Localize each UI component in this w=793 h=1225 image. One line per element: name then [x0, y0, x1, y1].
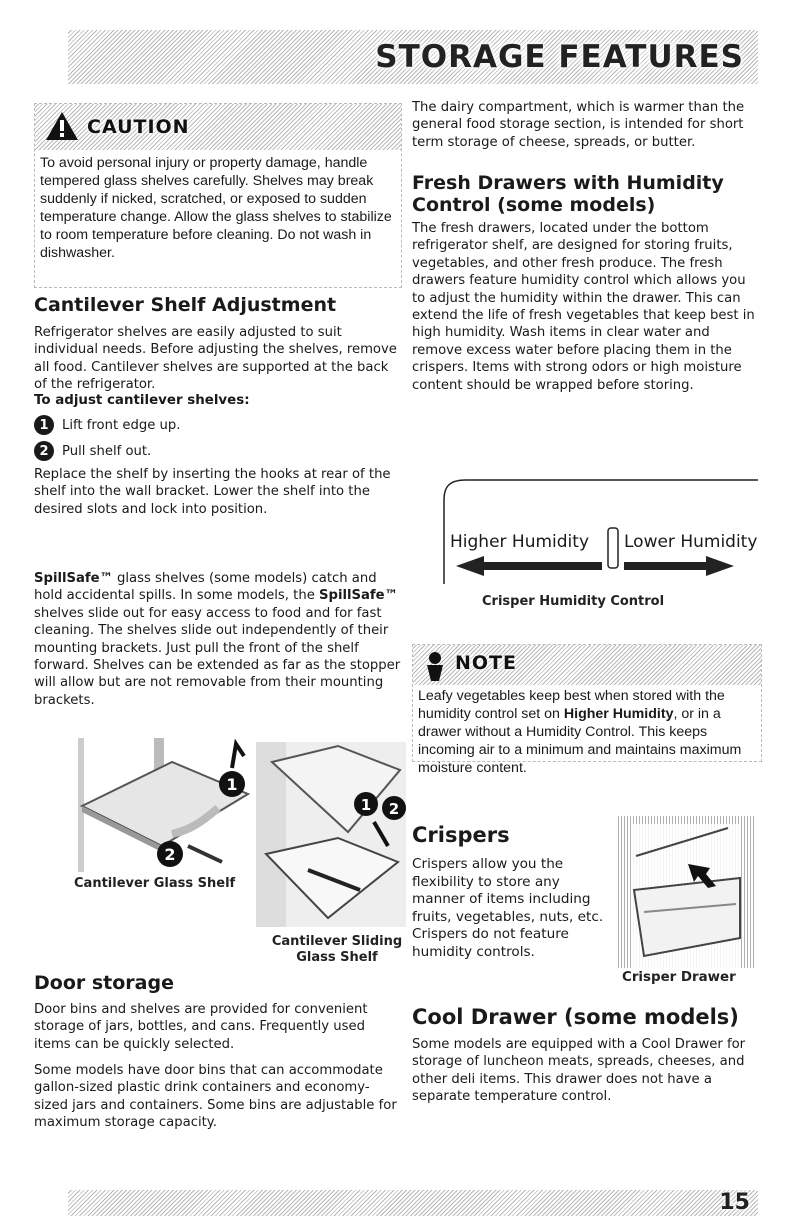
door-storage-p1: Door bins and shelves are provided for convenient storage of jars, bottles, and cans. Frequently used items can be quickly selected.	[34, 1002, 368, 1052]
step-1-badge: 1	[34, 415, 54, 435]
cantilever-sliding-shelf-illustration	[256, 742, 406, 927]
header-banner	[68, 30, 758, 84]
note-text	[418, 687, 758, 777]
step-2-text: Pull shelf out.	[62, 443, 152, 459]
spillsafe-text-1: glass shelves (some models) catch and hold accidental spills. In some models, the	[34, 571, 377, 604]
step-2-badge: 2	[34, 441, 54, 461]
cantilever-replace: Replace the shelf by inserting the hooks at rear of the shelf into the wall bracket. Lower the shelf into the desired slots and lock into position.	[34, 467, 391, 517]
spillsafe-term: SpillSafe™	[34, 571, 113, 586]
step-2	[34, 440, 400, 462]
caption-cantilever-glass-shelf: Cantilever Glass Shelf	[74, 876, 236, 891]
fresh-drawers-heading: Fresh Drawers with Humidity Control (some models)	[412, 172, 724, 216]
spillsafe-text-2: shelves slide out for easy access to food and for fast cleaning. The shelves slide out independently of their mounting brackets. Just pull the front of the shelf forward. Shelves can be extended as far as the stopper will allow but are not removable from their mounting brackets.	[34, 605, 401, 708]
note-icon	[423, 651, 447, 681]
caution-box	[34, 103, 402, 288]
step-1-text: Lift front edge up.	[62, 417, 181, 433]
caution-text: To avoid personal injury or property damage, handle tempered glass shelves carefully. Shelves may break suddenly if nicked, scratched, or exposed to sudden temperature change. Allow the glass shelves to stabilize to room temperature before cleaning. Do not wash in dishwasher.	[40, 155, 392, 261]
svg-text:2: 2	[164, 845, 176, 864]
caption-cantilever-sliding-shelf: Cantilever Sliding Glass Shelf	[271, 934, 403, 965]
page-title: STORAGE FEATURES	[375, 39, 744, 75]
cantilever-steps	[34, 414, 400, 462]
higher-humidity-label: Higher Humidity	[450, 532, 590, 552]
door-storage-p2: Some models have door bins that can accommodate gallon-sized plastic drink containers and economy-sized jars and containers. Some bins are adjustable for maximum storage capacity.	[34, 1063, 397, 1131]
spillsafe-paragraph	[34, 570, 404, 709]
footer-bar	[68, 1190, 758, 1216]
crisper-drawer-illustration	[616, 816, 756, 968]
cantilever-glass-shelf-illustration	[72, 738, 254, 872]
cool-drawer-heading: Cool Drawer (some models)	[412, 1005, 739, 1029]
svg-text:1: 1	[226, 775, 238, 794]
lower-humidity-label: Lower Humidity	[624, 532, 758, 552]
cantilever-heading: Cantilever Shelf Adjustment	[34, 294, 337, 316]
dairy-text: The dairy compartment, which is warmer than the general food storage section, is intended for short term storage of cheese, spreads, or butter.	[412, 100, 745, 150]
warning-icon	[45, 111, 79, 141]
caption-crisper-humidity-control: Crisper Humidity Control	[482, 594, 665, 609]
svg-text:2: 2	[388, 800, 400, 818]
caution-title: CAUTION	[87, 116, 190, 138]
humidity-control-illustration	[432, 476, 758, 584]
spillsafe-term-2: SpillSafe™	[319, 588, 398, 604]
crispers-heading: Crispers	[412, 823, 510, 847]
cool-drawer-text: Some models are equipped with a Cool Drawer for storage of luncheon meats, spreads, cheeses, and other deli items. This drawer does not have a separate temperature control.	[412, 1037, 746, 1105]
step-1	[34, 414, 400, 436]
cantilever-intro: Refrigerator shelves are easily adjusted to suit individual needs. Before adjusting the shelves, remove all food. Cantilever shelves are supported at the back of the refrigerator.	[34, 325, 397, 393]
note-text-2: , or in a drawer without a Humidity Control. This keeps incoming air to a minimum and maintains maximum moisture content.	[418, 706, 742, 776]
note-bold: Higher Humidity	[563, 706, 674, 722]
door-storage-heading: Door storage	[34, 972, 174, 994]
svg-text:1: 1	[360, 796, 372, 814]
note-text-1: Leafy vegetables keep best when stored with the humidity control set on	[418, 688, 725, 722]
caption-crisper-drawer: Crisper Drawer	[622, 970, 736, 985]
cantilever-subheading: To adjust cantilever shelves:	[34, 393, 250, 408]
note-box	[412, 644, 762, 776]
crispers-text: Crispers allow you the flexibility to store any manner of items including fruits, vegetables, nuts, etc. Crispers do not feature humidity controls.	[412, 856, 604, 960]
note-title: NOTE	[455, 652, 517, 674]
page-number: 15	[719, 1190, 750, 1215]
fresh-drawers-text: The fresh drawers, located under the bottom refrigerator shelf, are designed for storing fruits, vegetables, and other fresh produce. The fresh drawers feature humidity control which allows you to adjust the humidity within the drawer. This can extend the life of fresh vegetables that keep best in high humidity. Wash items in clear water and remove excess water before placing them in the crispers. Items with strong odors or high moisture content should be wrapped before storing.	[412, 221, 755, 393]
